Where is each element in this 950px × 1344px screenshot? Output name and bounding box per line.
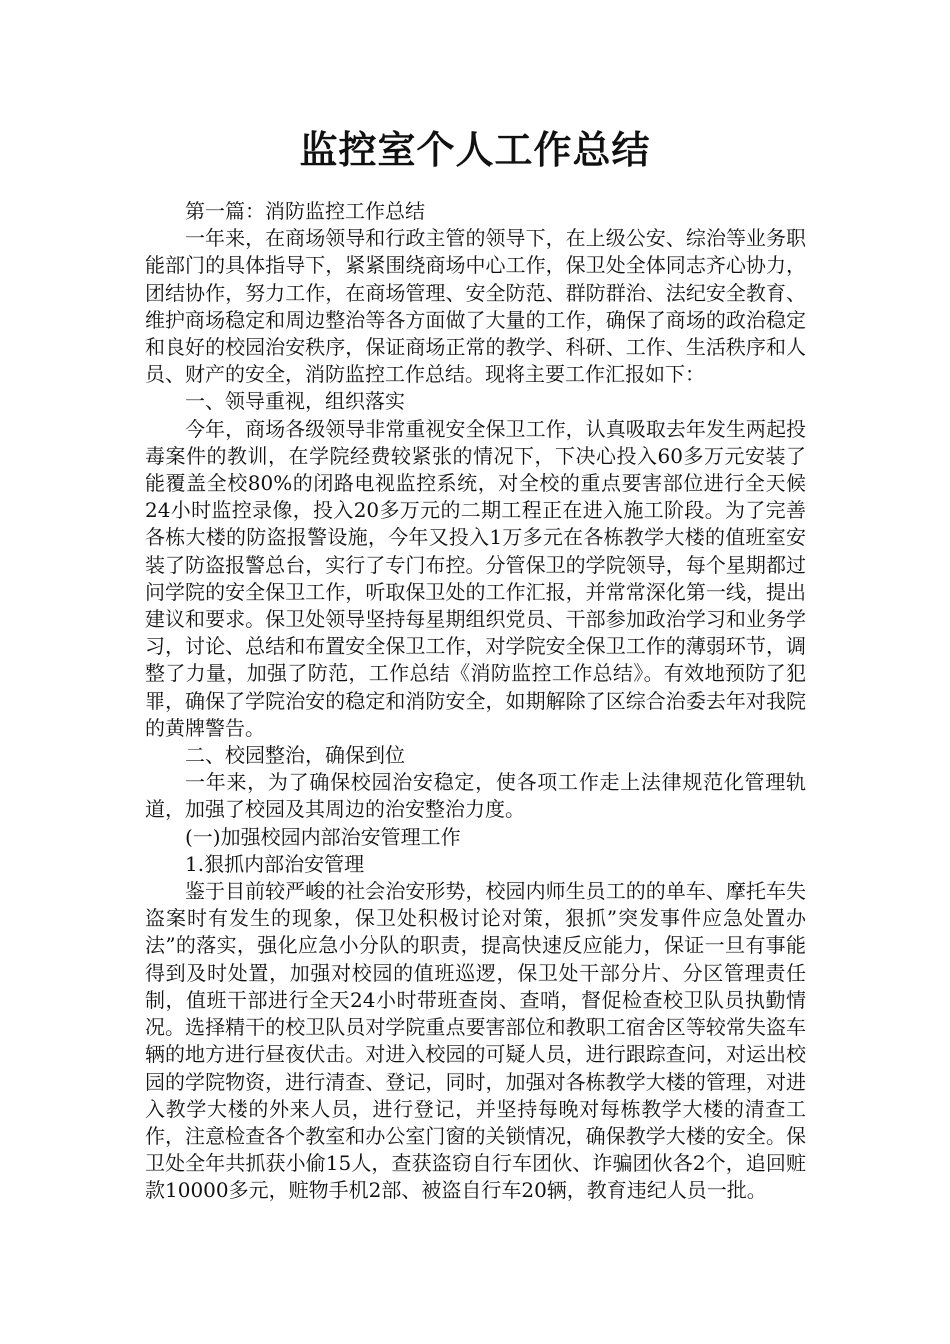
subsection-heading: 1.狠抓内部治安管理	[185, 851, 365, 876]
section-heading: 二、校园整治，确保到位	[185, 743, 405, 768]
section-heading: 一、领导重视，组织落实	[185, 389, 405, 414]
paragraph: 一年来，在商场领导和行政主管的领导下，在上级公安、综治等业务职能部门的具体指导下，紧紧围绕商场中心工作，保卫处全体同志齐心协力，团结协作，努力工作，在商场管理、安全防范、群防群治、法纪安全教育、维护商场稳定和周边整治等各方面做了大量的工作，确保了商场的政治稳定和良好的校园治安秩序，保证商场正常的教学、科研、工作、生活秩序和人员、财产的安全，消防监控工作总结。现将主要工作汇报如下：	[145, 226, 806, 387]
paragraph: 鉴于目前较严峻的社会治安形势，校园内师生员工的的单车、摩托车失盗案时有发生的现象，保卫处积极讨论对策，狠抓”突发事件应急处置办法”的落实，强化应急小分队的职责，提高快速反应能力，保证一旦有事能得到及时处置，加强对校园的值班巡逻，保卫处干部分片、分区管理责任制，值班干部进行全天24小时带班查岗、查哨，督促检查校卫队员执勤情况。选择精干的校卫队员对学院重点要害部位和教职工宿舍区等较常失盗车辆的地方进行昼夜伏击。对进入校园的可疑人员，进行跟踪查问，对运出校园的学院物资，进行清查、登记，同时，加强对各栋教学大楼的管理，对进入教学大楼的外来人员，进行登记，并坚持每晚对每栋教学大楼的清查工作，注意检查各个教室和办公室门窗的关锁情况，确保教学大楼的安全。保卫处全年共抓获小偷15人，查获盗窃自行车团伙、诈骗团伙各2个，追回赃款10000多元，赃物手机2部、被盗自行车20辆，教育违纪人员一批。	[145, 879, 806, 1203]
paragraph: 今年，商场各级领导非常重视安全保卫工作，认真吸取去年发生两起投毒案件的教训，在学院经费较紧张的情况下，下决心投入60多万元安装了能覆盖全校80%的闭路电视监控系统，对全校的重点要害部位进行全天候24小时监控录像，投入20多万元的二期工程正在进入施工阶段。为了完善各栋大楼的防盗报警设施，今年又投入1万多元在各栋教学大楼的值班室安装了防盗报警总台，实行了专门布控。分管保卫的学院领导，每个星期都过问学院的安全保卫工作，听取保卫处的工作汇报，并常常深化第一线，提出建议和要求。保卫处领导坚持每星期组织党员、干部参加政治学习和业务学习，讨论、总结和布置安全保卫工作，对学院安全保卫工作的薄弱环节，调整了力量，加强了防范，工作总结《消防监控工作总结》。有效地预防了犯罪，确保了学院治安的稳定和消防安全，如期解除了区综合治委去年对我院的黄牌警告。	[145, 416, 806, 740]
subsection-heading: (一)加强校园内部治安管理工作	[185, 824, 461, 849]
document-title: 监控室个人工作总结	[299, 128, 651, 172]
section-heading: 第一篇：消防监控工作总结	[185, 199, 425, 223]
document-body	[145, 198, 806, 1205]
paragraph: 一年来，为了确保校园治安稳定，使各项工作走上法律规范化管理轨道，加强了校园及其周边的治安整治力度。	[145, 770, 806, 822]
